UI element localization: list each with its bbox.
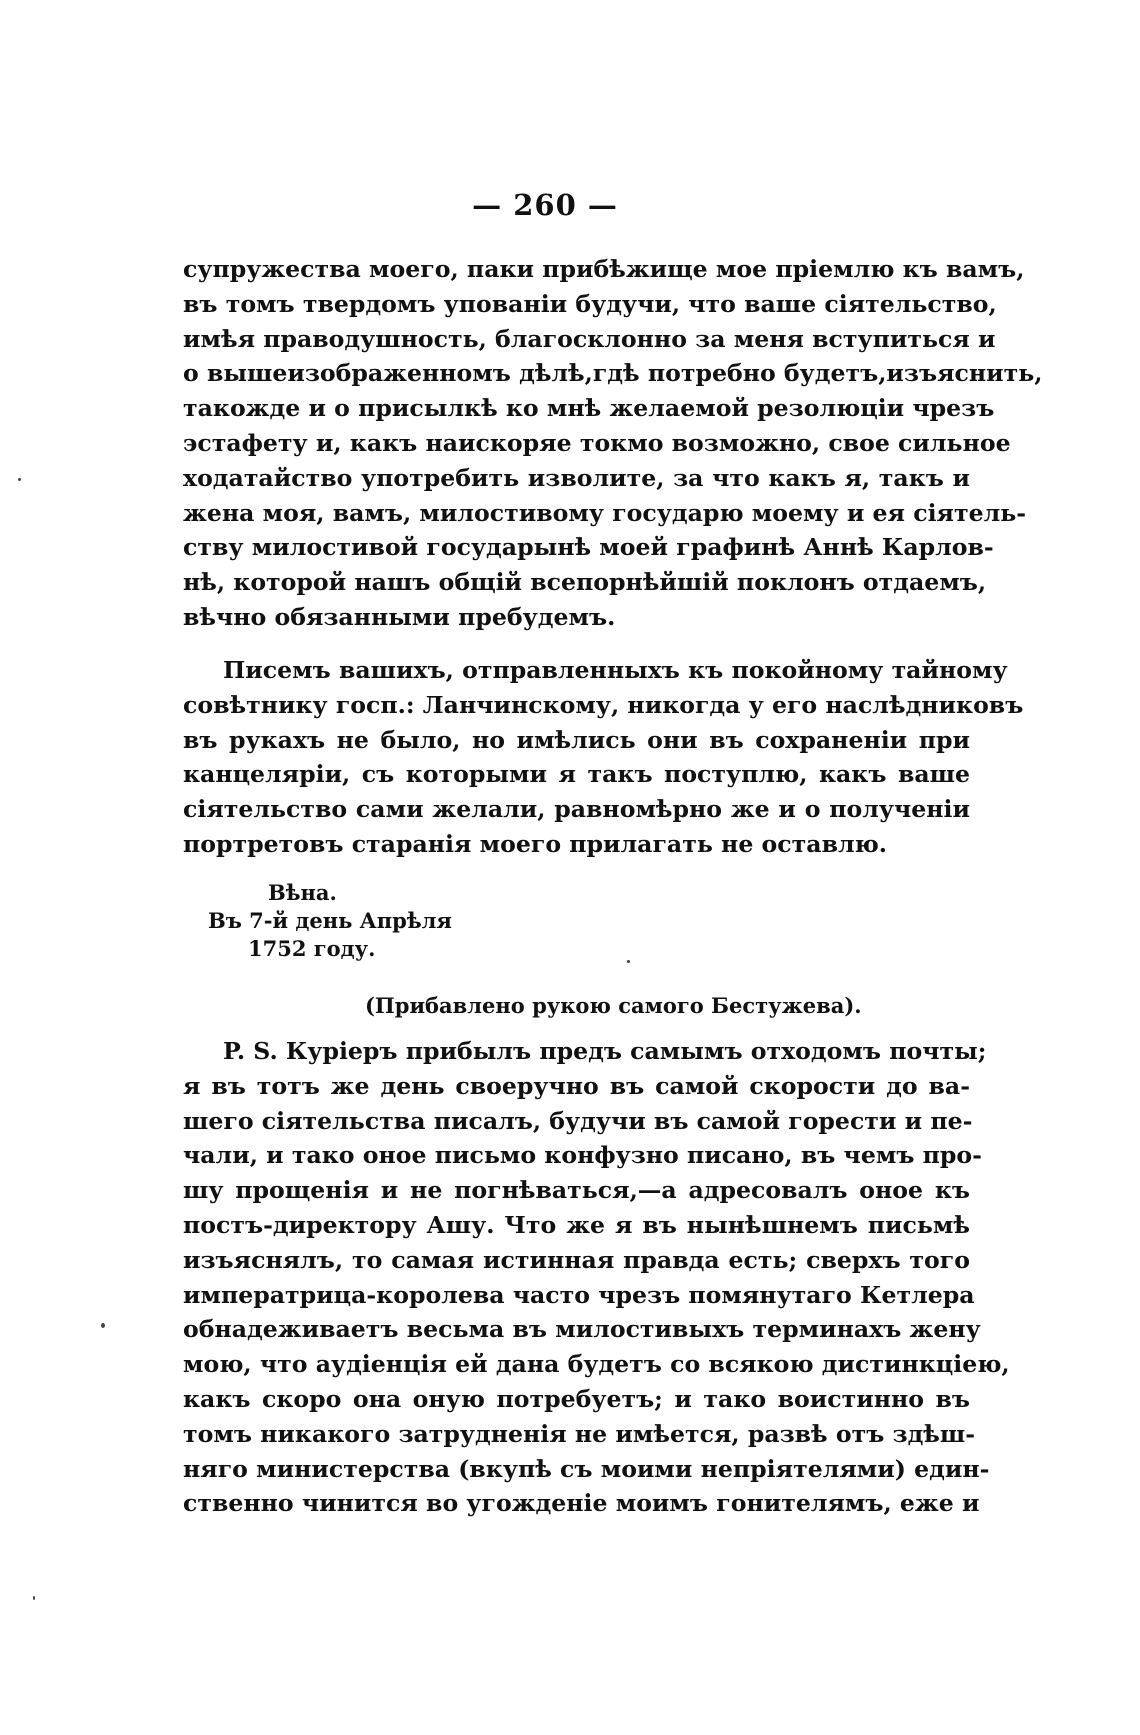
text-line: обнадеживаетъ весьма въ милостивыхъ терминахъ жену xyxy=(183,1315,981,1344)
text-line: сіятельство сами желали, равномѣрно же и о полученіи xyxy=(183,795,970,824)
print-speck xyxy=(101,1323,105,1328)
text-line: такожде и о присылкѣ ко мнѣ желаемой резолюціи чрезъ xyxy=(183,394,995,423)
page-number: — 260 — xyxy=(472,188,618,222)
text-line: канцеляріи, съ которыми я такъ поступлю, какъ ваше xyxy=(183,760,970,789)
text-line: мою, что аудіенція ей дана будетъ со всякою дистинкціею, xyxy=(183,1350,1010,1379)
print-speck xyxy=(33,1596,35,1600)
text-line: о вышеизображенномъ дѣлѣ,гдѣ потребно будетъ,изъяснить, xyxy=(183,359,1043,388)
text-line: ходатайство употребить изволите, за что какъ я, такъ и xyxy=(183,463,970,492)
text-line: въ томъ твердомъ упованіи будучи, что ваше сіятельство, xyxy=(183,289,997,318)
text-line: ству милостивой государынѣ моей графинѣ Аннѣ Карлов- xyxy=(183,533,994,562)
paragraph-2 xyxy=(183,653,1024,862)
text-line: томъ никакого затрудненія не имѣется, развѣ отъ здѣш- xyxy=(183,1419,976,1448)
text-line: чали, и тако оное письмо конфузно писано, въ чемъ про- xyxy=(183,1141,982,1170)
text-line: въ рукахъ не было, но имѣлись они въ сохраненіи при xyxy=(183,725,970,754)
text-line: шего сіятельства писалъ, будучи въ самой горести и пе- xyxy=(183,1106,973,1135)
text-line: супружества моего, паки прибѣжище мое пріемлю къ вамъ, xyxy=(183,255,1025,283)
text-line: P. S. Куріеръ прибылъ предъ самымъ отходомъ почты; xyxy=(223,1037,987,1065)
text-line: императрица-королева часто чрезъ помянутаго Кетлера xyxy=(183,1280,975,1309)
text-line: постъ-директору Ашу. Что же я въ нынѣшнемъ письмѣ xyxy=(183,1210,970,1239)
text-line: няго министерства (вкупѣ съ моими непріятелями) един- xyxy=(183,1454,990,1483)
signature-date: Въ 7-й день Апрѣля xyxy=(208,908,452,933)
signature-year: 1752 году. xyxy=(248,936,376,961)
text-line: эстафету и, какъ наискоряе токмо возможно, свое сильное xyxy=(183,428,1011,457)
text-line: какъ скоро она оную потребуетъ; и тако воистинно въ xyxy=(183,1384,970,1413)
text-line: жена моя, вамъ, милостивому государю моему и ея сіятель- xyxy=(183,498,1027,527)
text-line: имѣя праводушность, благосклонно за меня вступиться и xyxy=(183,324,996,353)
paragraph-1 xyxy=(183,252,1043,635)
signature-place: Вѣна. xyxy=(268,880,337,905)
text-line: ственно чинится во угожденіе моимъ гонителямъ, еже и xyxy=(183,1489,980,1518)
handwritten-note-caption: (Прибавлено рукою самого Бестужева). xyxy=(365,993,862,1018)
paragraph-postscript xyxy=(183,1034,1010,1521)
text-line: вѣчно обязанными пребудемъ. xyxy=(183,602,616,631)
text-line: совѣтнику госп.: Ланчинскому, никогда у его наслѣдниковъ xyxy=(183,690,1024,719)
print-speck xyxy=(18,478,21,481)
text-line: портретовъ старанія моего прилагать не оставлю. xyxy=(183,829,887,858)
text-line: нѣ, которой нашъ общій всепорнѣйшій поклонъ отдаемъ, xyxy=(183,568,987,597)
text-line: Писемъ вашихъ, отправленныхъ къ покойному тайному xyxy=(223,656,1008,684)
text-line: я въ тотъ же день своеручно въ самой скорости до ва- xyxy=(183,1071,970,1100)
print-speck xyxy=(627,960,630,963)
text-line: изъяснялъ, то самая истинная правда есть; сверхъ того xyxy=(183,1245,970,1274)
text-line: шу прощенія и не погнѣваться,—а адресовалъ оное къ xyxy=(183,1176,970,1205)
